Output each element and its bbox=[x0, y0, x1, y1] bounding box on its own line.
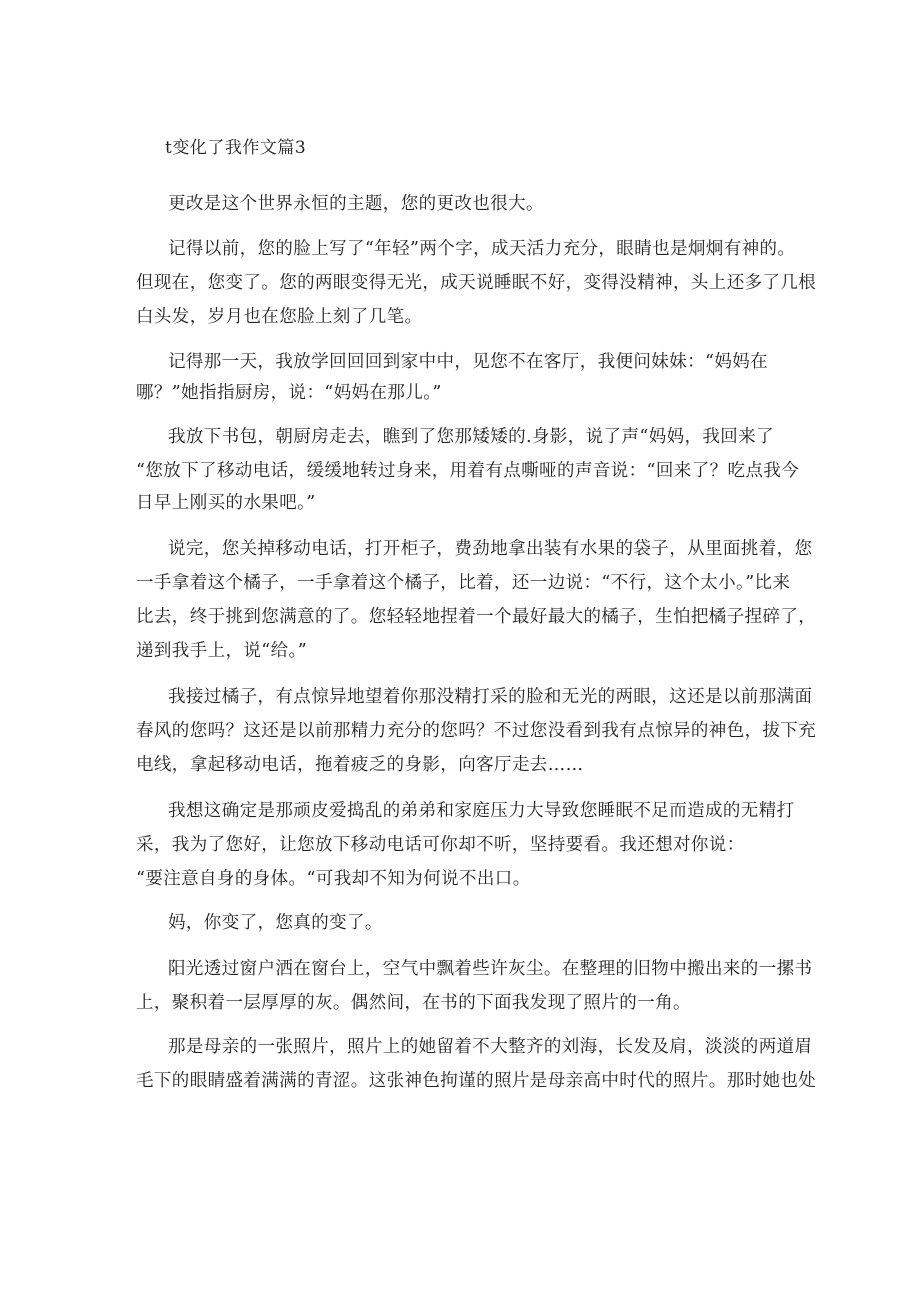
text-line: 阳光透过窗户洒在窗台上，空气中飘着些许灰尘。在整理的旧物中搬出来的一摞书 bbox=[168, 959, 813, 979]
text-line: 日早上刚买的水果吧。” bbox=[136, 493, 316, 513]
text-line: 我接过橘子，有点惊异地望着你那没精打采的脸和无光的两眼，这还是以前那满面 bbox=[168, 687, 813, 707]
text-line: “要注意自身的身体。“可我却不知为何说不出口。 bbox=[136, 869, 531, 889]
text-line: 哪？”她指指厨房，说：“妈妈在那儿。” bbox=[136, 383, 442, 403]
document-title: t变化了我作文篇3 bbox=[165, 138, 307, 158]
text-line: 上，聚积着一层厚厚的灰。偶然间，在书的下面我发现了照片的一角。 bbox=[136, 993, 691, 1013]
text-line: 毛下的眼睛盛着满满的青涩。这张神色拘谨的照片是母亲高中时代的照片。那时她也处 bbox=[136, 1071, 817, 1091]
text-line: 记得以前，您的脸上写了“年轻”两个字，成天活力充分，眼睛也是炯炯有神的。 bbox=[168, 239, 796, 259]
text-line: 白头发，岁月也在您脸上刻了几笔。 bbox=[136, 307, 423, 327]
text-line: 我放下书包，朝厨房走去，瞧到了您那矮矮的.身影，说了声“妈妈，我回来了 bbox=[168, 427, 775, 447]
text-line: 那是母亲的一张照片，照片上的她留着不大整齐的刘海，长发及肩，淡淡的两道眉 bbox=[168, 1037, 813, 1057]
text-line: 一手拿着这个橘子，一手拿着这个橘子，比着，还一边说：“不行，这个太小。”比来 bbox=[136, 573, 791, 593]
text-line: 比去，终于挑到您满意的了。您轻轻地捏着一个最好最大的橘子，生怕把橘子捏碎了， bbox=[136, 607, 817, 627]
text-line: 电线，拿起移动电话，拖着疲乏的身影，向客厅走去…… bbox=[136, 755, 584, 775]
text-line: “您放下了移动电话，缓缓地转过身来，用着有点嘶哑的声音说：“回来了？吃点我今 bbox=[136, 461, 800, 481]
text-line: 春风的您吗？这还是以前那精力充分的您吗？不过您没看到我有点惊异的神色，拔下充 bbox=[136, 721, 817, 741]
text-line: 我想这确定是那顽皮爱捣乱的弟弟和家庭压力大导致您睡眠不足而造成的无精打 bbox=[168, 801, 795, 821]
text-line: 记得那一天，我放学回回回到家中中，见您不在客厅，我便问妹妹：“妈妈在 bbox=[168, 352, 769, 372]
text-line: 说完，您关掉移动电话，打开柜子，费劲地拿出装有水果的袋子，从里面挑着，您 bbox=[168, 539, 813, 559]
text-line: 但现在，您变了。您的两眼变得无光，成天说睡眠不好，变得没精神，头上还多了几根 bbox=[136, 273, 817, 293]
text-line: 采，我为了您好，让您放下移动电话可你却不听，坚持要看。我还想对你说： bbox=[136, 835, 745, 855]
text-line: 递到我手上，说“给。” bbox=[136, 641, 308, 661]
text-line: 更改是这个世界永恒的主题，您的更改也很大。 bbox=[168, 194, 544, 214]
text-line: 妈，你变了，您真的变了。 bbox=[168, 913, 383, 933]
